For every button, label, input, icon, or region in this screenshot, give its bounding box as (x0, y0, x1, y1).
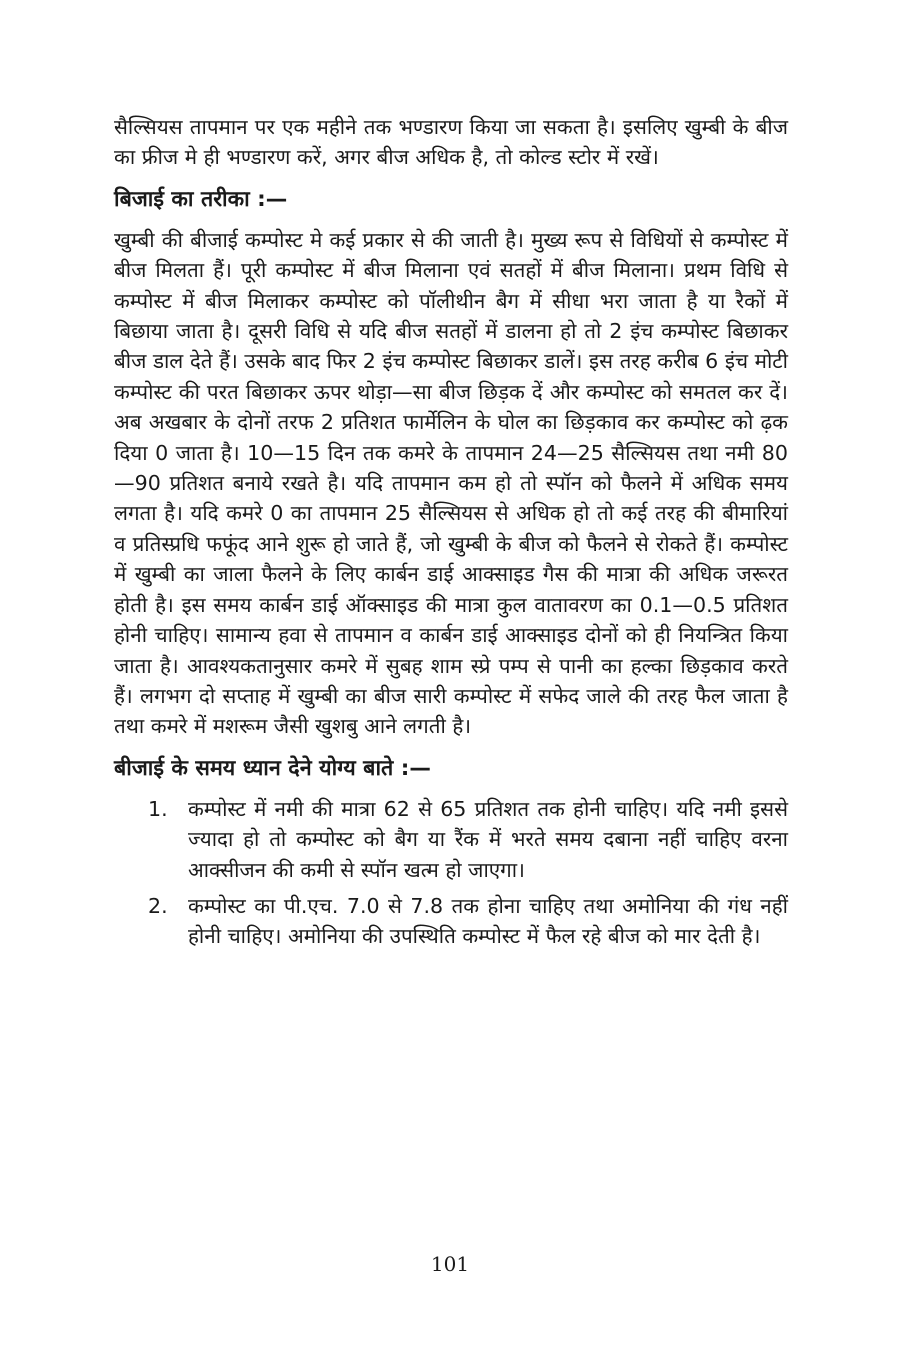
section-heading-sowing-precautions: बीजाई के समय ध्यान देने योग्य बाते :— (114, 755, 431, 781)
precautions-list (114, 794, 788, 952)
list-item (114, 794, 788, 885)
sowing-method-paragraph: खुम्बी की बीजाई कम्पोस्ट मे कई प्रकार से की जाती है। मुख्य रूप से विधियों से कम्पोस्ट में बीज मिलता हैं। पूरी कम्पोस्ट में बीज मिलाना एवं सतहों में बीज मिलाना। प्रथम विधि से कम्पोस्ट में बीज मिलाकर कम्पोस्ट को पॉलीथीन बैग में सीधा भरा जाता है या रैकों में बिछाया जाता है। दूसरी विधि से यदि बीज सतहों में डालना हो तो 2 इंच कम्पोस्ट बिछाकर बीज डाल देते हैं। उसके बाद फिर 2 इंच कम्पोस्ट बिछाकर डालें। इस तरह करीब 6 इंच मोटी कम्पोस्ट की परत बिछाकर ऊपर थोड़ा—सा बीज छिड़क दें और कम्पोस्ट को समतल कर दें। अब अखबार के दोनों तरफ 2 प्रतिशत फार्मेलिन के घोल का छिड़काव कर कम्पोस्ट को ढ़क दिया 0 जाता है। 10—15 दिन तक कमरे के तापमान 24—25 सैल्सियस तथा नमी 80—90 प्रतिशत बनाये रखते है। यदि तापमान कम हो तो स्पॉन को फैलने में अधिक समय लगता है। यदि कमरे 0 का तापमान 25 सैल्सियस से अधिक हो तो कई तरह की बीमारियां व प्रतिस्प्रधि फफूंद आने शुरू हो जाते हैं, जो खुम्बी के बीज को फैलने से रोकते हैं। कम्पोस्ट में खुम्बी का जाला फैलने के लिए कार्बन डाई आक्साइड गैस की मात्रा की अधिक जरूरत होती है। इस समय कार्बन डाई ऑक्साइड की मात्रा कुल वातावरण का 0.1—0.5 प्रतिशत होनी चाहिए। सामान्य हवा से तापमान व कार्बन डाई आक्साइड दोनों को ही नियन्त्रित किया जाता है। आवश्यकतानुसार कमरे में सुबह शाम स्प्रे पम्प से पानी का हल्का छिड़काव करते हैं। लगभग दो सप्ताह में खुम्बी का बीज सारी कम्पोस्ट में सफेद जाले की तरह फैल जाता है तथा कमरे में मशरूम जैसी खुशबु आने लगती है। (114, 227, 788, 739)
list-item-number: 2. (148, 893, 168, 918)
list-item-text: कम्पोस्ट का पी.एच. 7.0 से 7.8 तक होना चाहिए तथा अमोनिया की गंध नहीं होनी चाहिए। अमोनिया की उपस्थिति कम्पोस्ट में फैल रहे बीज को मार देती है। (188, 893, 788, 949)
page-content (114, 112, 788, 958)
section-heading-sowing-method: बिजाई का तरीका :— (114, 186, 288, 212)
list-item (114, 891, 788, 952)
intro-paragraph: सैल्सियस तापमान पर एक महीने तक भण्डारण किया जा सकता है। इसलिए खुम्बी के बीज का फ्रीज मे ही भण्डारण करें, अगर बीज अधिक है, तो कोल्ड स्टोर में रखें। (114, 115, 788, 170)
page-number: 101 (430, 1252, 470, 1276)
list-item-text: कम्पोस्ट में नमी की मात्रा 62 से 65 प्रतिशत तक होनी चाहिए। यदि नमी इससे ज्यादा हो तो कम्पोस्ट को बैग या रैंक में भरते समय दबाना नहीं चाहिए वरना आक्सीजन की कमी से स्पॉन खत्म हो जाएगा। (188, 796, 788, 882)
list-item-number: 1. (148, 796, 168, 821)
